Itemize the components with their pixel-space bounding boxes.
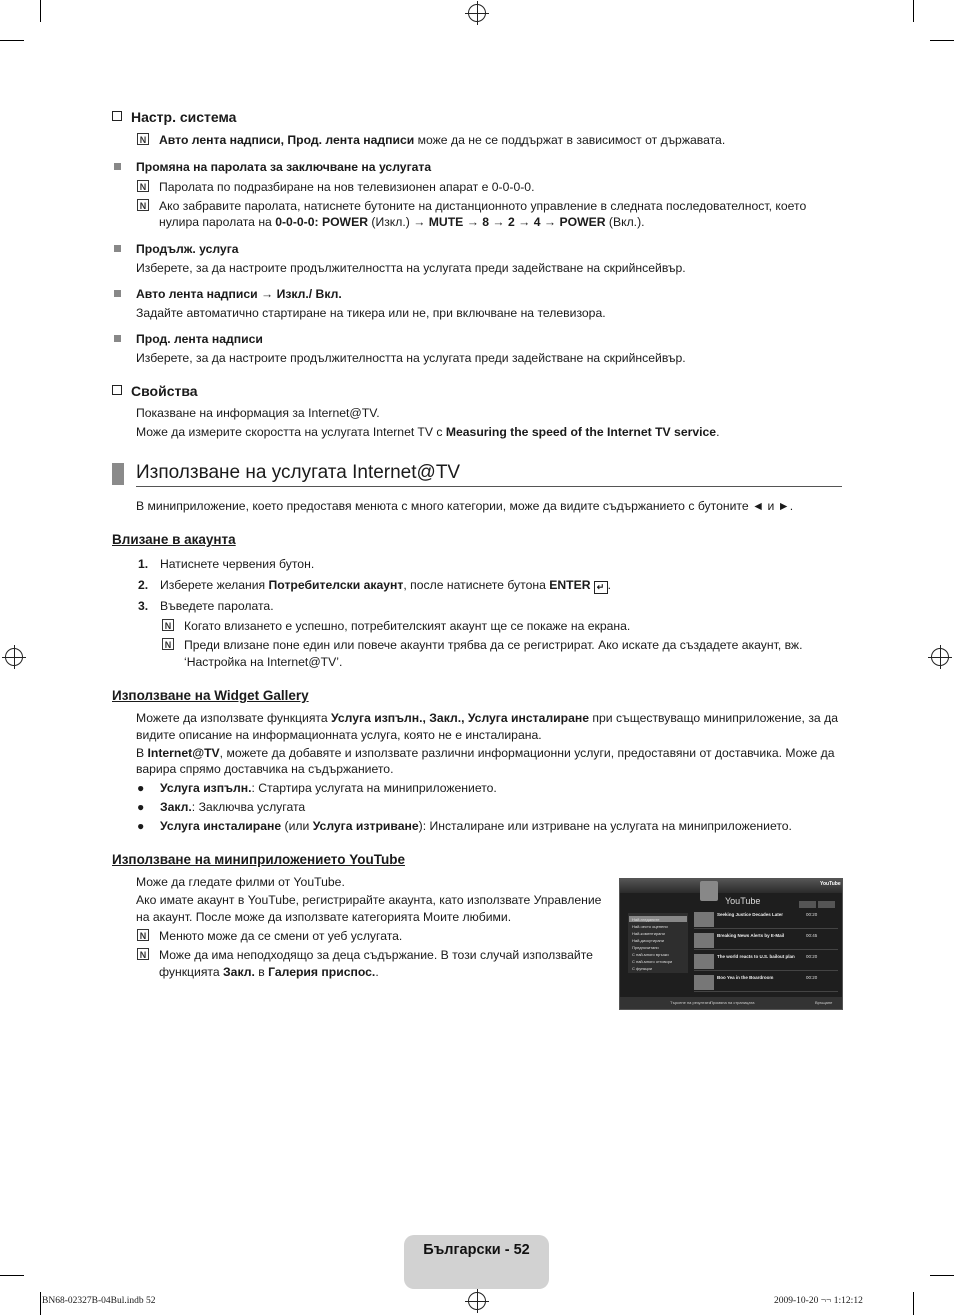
video-row [694,974,838,992]
menu-item: С най-много отговори [632,959,673,964]
footer-hint: Търсене на резултати [670,1000,711,1005]
item-heading: Прод. лента надписи [136,332,263,346]
note-text: нулира паролата на 0-0-0-0: POWER (Изкл.) → MUTE → 8 → 2 → 4 → POWER (Вкл.). [159,215,645,229]
note-text: Когато влизането е успешно, потребителският акаунт ще се покаже на екрана. [184,619,631,633]
section-heading-properties: Свойства [112,383,198,399]
step-text: Натиснете червения бутон. [160,557,315,571]
bullet-text: Услуга инсталиране (или Услуга изтриване): Инсталиране или изтриване на услугата на миниприложението. [160,819,792,833]
youtube-text: Ако имате акаунт в YouTube, регистрирайте акаунта, като използвате Управление [136,893,602,907]
note-icon: N [162,638,174,650]
screen-button [818,901,835,908]
menu-item: Най-коментирани [632,931,665,936]
youtube-text: на акаунт. После може да използвате категорията Моите любими. [136,910,512,924]
registration-mark-icon [468,4,486,22]
note-text: функцията Закл. в Галерия приспос.. [159,965,379,979]
note-text: Менюто може да се смени от уеб услугата. [159,929,403,943]
checkbox-square-icon [112,111,122,121]
youtube-screen-image [619,878,843,1010]
widget-text: видите описание на информационната услуга, която не е инсталирана. [136,728,542,742]
screen-header: YouTube [725,896,761,906]
video-thumbnail [694,954,714,969]
intro-text: В миниприложение, което предоставя менюта с много категории, може да видите съдържанието с бутоните ◄ и ►. [136,499,794,513]
registration-mark-icon [931,648,949,666]
step-number: 3. [138,599,149,613]
menu-item: Най-дискутирани [632,938,665,943]
title-divider [136,486,842,487]
video-time: 00:20 [806,975,818,980]
registration-mark-icon [468,1292,486,1310]
note-text: Авто лента надписи, Прод. лента надписи може да не се поддържат в зависимост от държавата. [159,133,726,147]
menu-item: Най-гледаните [632,917,660,922]
menu-item: С най-много връзки [632,952,669,957]
bullet-dot-icon: ● [137,781,145,795]
note-icon: N [137,180,149,192]
menu-item: Предпочитани [632,945,659,950]
screen-top-bar [620,879,842,893]
bullet-dot-icon: ● [137,819,145,833]
item-text: Изберете, за да настроите продължителността на услугата преди задействане на скрийнсейвър. [136,261,686,275]
menu-item: С функции [632,966,652,971]
video-title: Breaking News Alerts by E-Mail [717,933,785,938]
video-thumbnail [694,933,714,948]
item-heading: Продълж. услуга [136,242,239,256]
bullet-square-icon [114,335,121,342]
video-row [694,953,838,971]
note-icon: N [137,133,149,145]
step-number: 2. [138,578,149,592]
step-number: 1. [138,557,149,571]
screen-button [799,901,816,908]
note-icon: N [162,619,174,631]
page-title: Използване на услугата Internet@TV [136,462,461,483]
screen-footer [620,997,842,1009]
bullet-square-icon [114,163,121,170]
footer-hint: Връщане [815,1000,833,1005]
video-title: Seeking Justice Decades Later [717,912,784,917]
widget-text: варира спрямо доставчика на съдържанието. [136,762,394,776]
youtube-logo: YouTube [820,881,841,887]
registration-mark-icon [5,648,23,666]
youtube-text: Може да гледате филми от YouTube. [136,875,345,889]
note-text: Ако забравите паролата, натиснете бутоните на дистанционното управление в следната последователност, което [159,199,807,213]
subsection-heading-login: Влизане в акаунта [112,532,236,547]
note-text: Преди влизане поне един или повече акаунти трябва да се регистрират. Ако искате да създадете акаунт, вж. [184,638,803,652]
widget-text: Можете да използвате функцията Услуга изпълн., Закл., Услуга инсталиране при съществуващо миниприложение, за да [136,711,838,725]
checkbox-square-icon [112,385,122,395]
note-text: ‘Настройка на Internet@TV’. [184,655,343,669]
item-text: Изберете, за да настроите продължителността на услугата преди задействане на скрийнсейвър. [136,351,686,365]
video-time: 00:20 [806,954,818,959]
item-text: Задайте автоматично стартиране на тикера или не, при включване на телевизора. [136,306,606,320]
file-info: BN68-02327B-04Bul.indb 52 [42,1296,156,1306]
print-datetime: 2009-10-20 ¬¬ 1:12:12 [774,1296,863,1306]
bullet-text: Закл.: Заключва услугата [160,800,306,814]
video-time: 00:45 [806,933,818,938]
bullet-text: Услуга изпълн.: Стартира услугата на миниприложението. [160,781,497,795]
note-icon: N [137,948,149,960]
bullet-square-icon [114,290,121,297]
note-text: Паролата по подразбиране на нов телевизионен апарат е 0-0-0-0. [159,180,535,194]
menu-item: Най-често оценени [632,924,668,929]
step-text: Въведете паролата. [160,599,274,613]
subsection-heading-youtube: Използване на миниприложението YouTube [112,852,405,867]
video-thumbnail [694,912,714,927]
video-time: 00:20 [806,912,818,917]
section-heading-system-settings: Настр. система [112,109,236,125]
properties-text: Може да измерите скоростта на услугата Internet TV с Measuring the speed of the Internet TV service. [136,425,720,439]
video-thumbnail [694,975,714,990]
bullet-dot-icon: ● [137,800,145,814]
bullet-square-icon [114,245,121,252]
properties-text: Показване на информация за Internet@TV. [136,406,380,420]
video-row [694,932,838,950]
footer-hint: Промяна на страницата [710,1000,755,1005]
page-number-label: Български - 52 [423,1242,530,1258]
enter-icon: ↵ [594,581,608,594]
note-icon: N [137,929,149,941]
section-marker [112,463,124,485]
video-row [694,911,838,929]
screen-menu [628,913,688,973]
item-heading: Авто лента надписи → Изкл./ Вкл. [136,287,342,301]
tv-icon [700,881,718,901]
note-text: Може да има неподходящо за деца съдържание. В този случай използвайте [159,948,593,962]
video-title: Boo Yea in the Boardroom [717,975,774,980]
subsection-heading-widget-gallery: Използване на Widget Gallery [112,688,309,703]
note-icon: N [137,199,149,211]
video-title: The world reacts to U.S. bailout plan [717,954,795,959]
item-heading: Промяна на паролата за заключване на услугата [136,160,432,174]
step-text: Изберете желания Потребителски акаунт, после натиснете бутона ENTER ↵ . [160,578,611,592]
widget-text: В Internet@TV, можете да добавяте и използвате различни информационни услуги, предоставяни от доставчика. Може да [136,746,835,760]
